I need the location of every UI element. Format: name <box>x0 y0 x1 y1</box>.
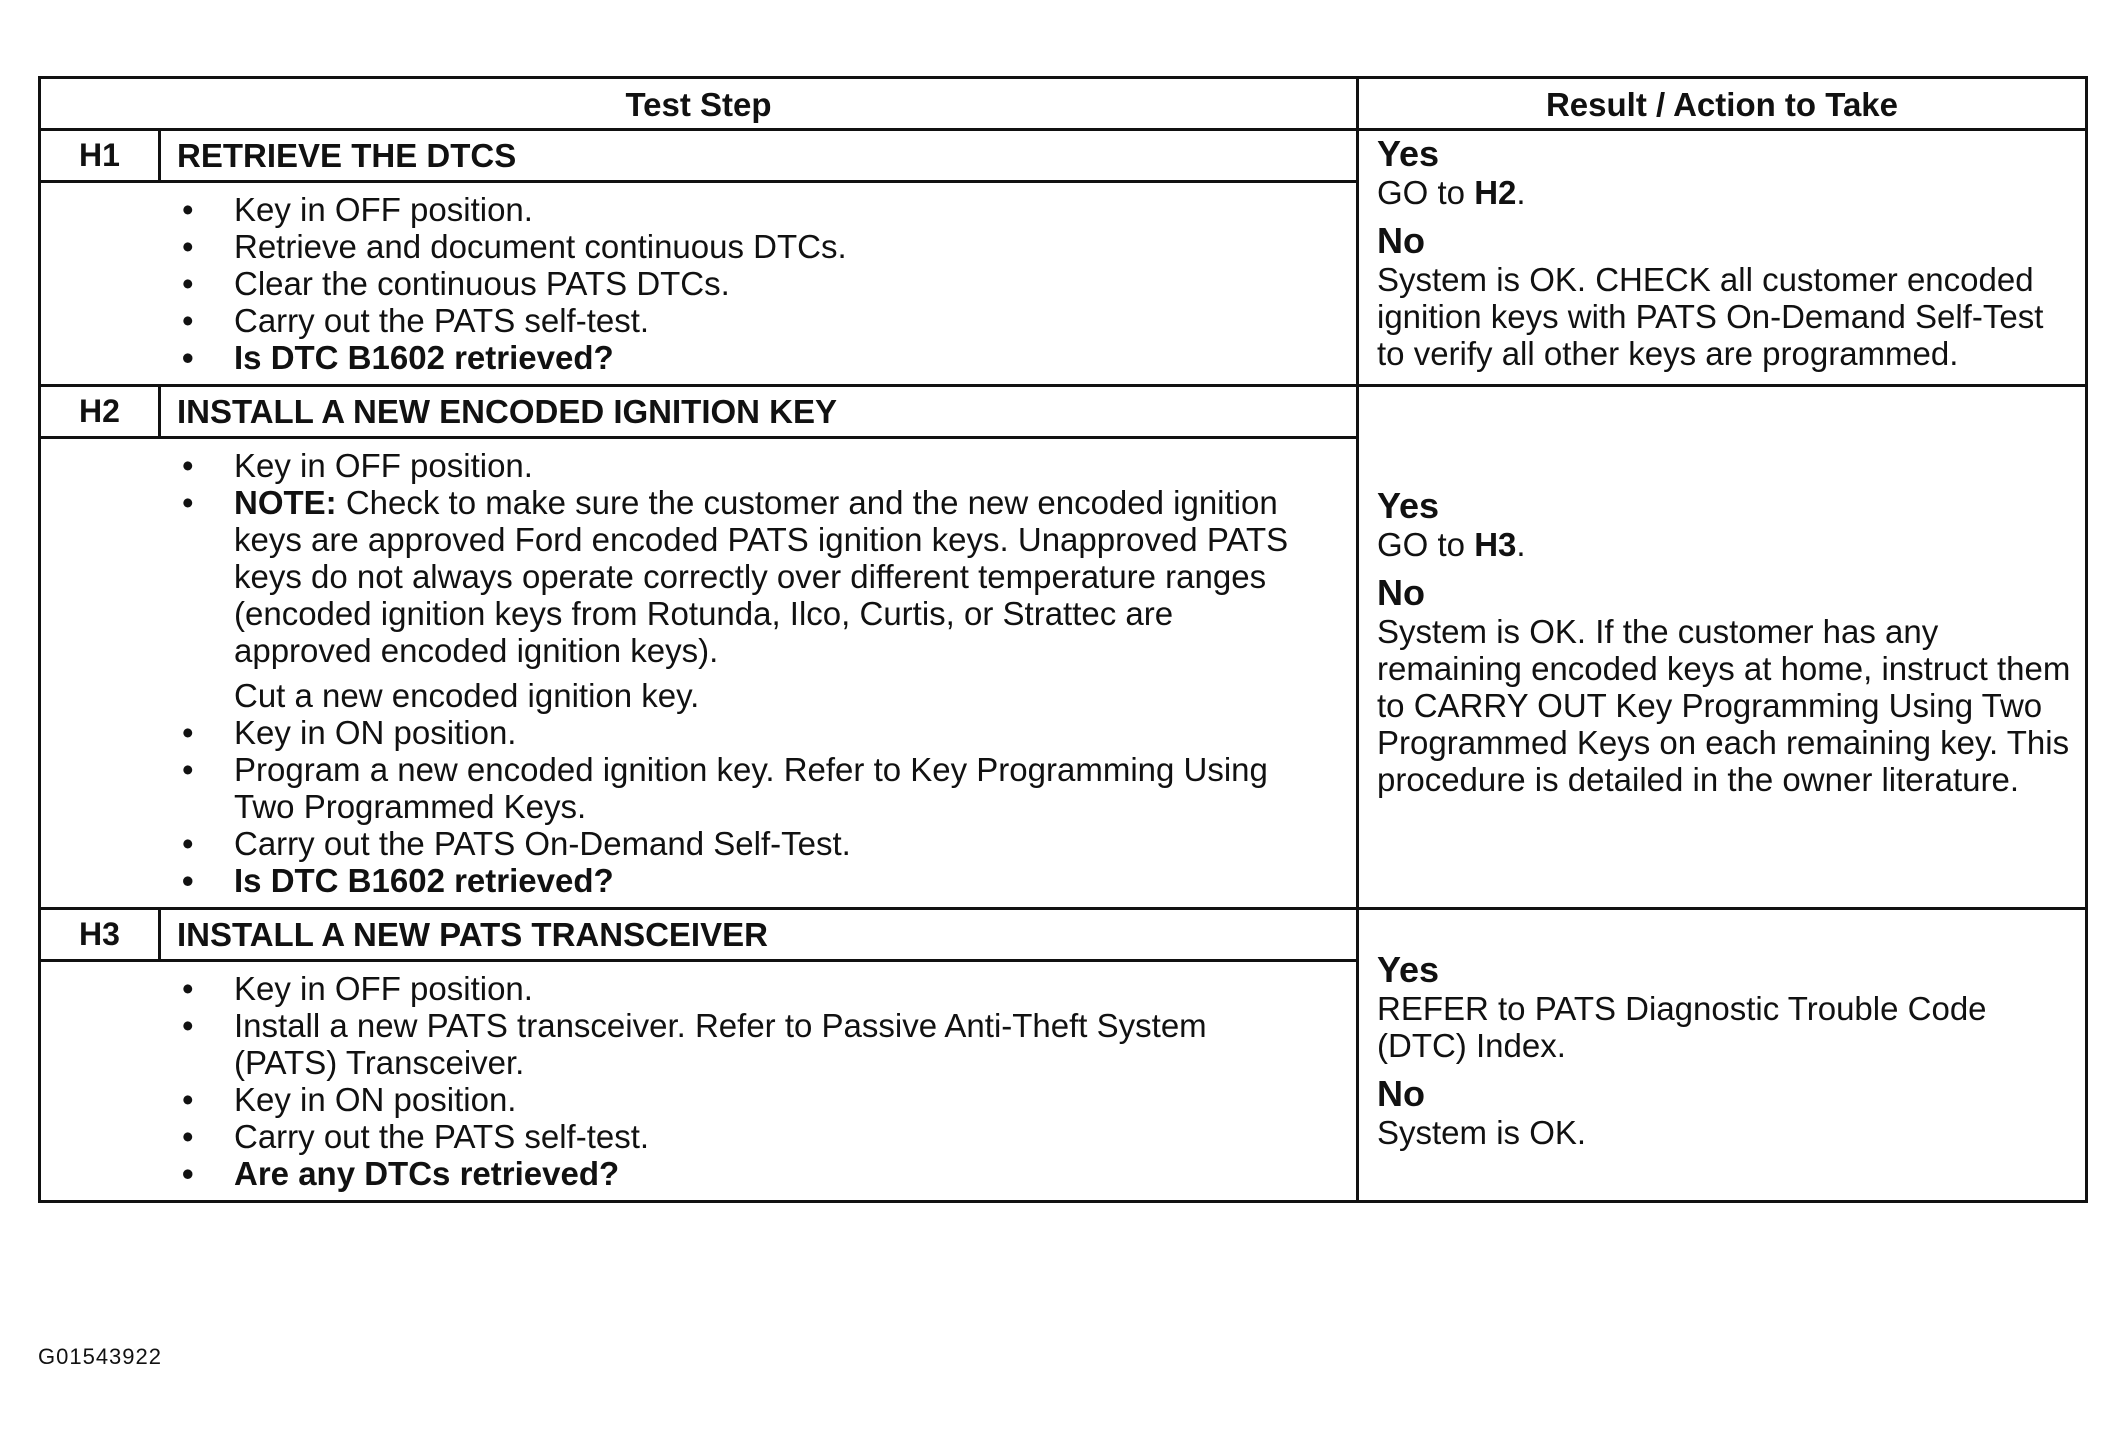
step-h1-body <box>41 183 1356 384</box>
diagnostic-test-table <box>38 76 2088 1203</box>
bullet-item: • Key in OFF position. <box>41 447 1316 484</box>
bullet-item: • Key in OFF position. <box>41 191 1316 228</box>
bullet-item: • Clear the continuous PATS DTCs. <box>41 265 1316 302</box>
cut-key-instruction: Cut a new encoded ignition key. <box>234 677 700 714</box>
step-h2-question: • Is DTC B1602 retrieved? <box>41 862 1316 899</box>
yes-action-suffix: . <box>1516 173 1526 211</box>
yes-action <box>1377 174 2071 211</box>
bullet-item: • Carry out the PATS self-test. <box>41 302 1316 339</box>
no-action: System is OK. <box>1377 1113 1587 1151</box>
goto-h3-ref: H3 <box>1474 526 1517 563</box>
step-h2-id: H2 <box>41 387 161 436</box>
step-h2-result <box>1359 387 2085 910</box>
step-h1-title-row <box>41 131 1356 183</box>
no-action: System is OK. CHECK all customer encoded ignition keys with PATS On-Demand Self-Test to verify all other keys are programmed. <box>1377 260 2044 372</box>
no-label: No <box>1377 1072 1425 1114</box>
step-h1-test <box>41 131 1359 387</box>
step-h3-body <box>41 962 1356 1200</box>
figure-id: G01543922 <box>38 1344 162 1369</box>
no-label: No <box>1377 572 1425 613</box>
step-h3-result <box>1359 910 2085 1200</box>
step-h1-title: RETRIEVE THE DTCS <box>177 137 517 174</box>
bullet-item: • Key in ON position. <box>41 1081 1316 1118</box>
note-item <box>41 484 1316 669</box>
step-h2-title: INSTALL A NEW ENCODED IGNITION KEY <box>177 393 838 430</box>
step-h3-id: H3 <box>41 910 161 959</box>
bullet-item: • Program a new encoded ignition key. Refer to Key Programming Using Two Programmed Keys. <box>41 751 1316 825</box>
step-h3-test <box>41 910 1359 1200</box>
yes-action-suffix: . <box>1516 526 1526 563</box>
header-result-action: Result / Action to Take <box>1359 79 2085 131</box>
note-text: Check to make sure the customer and the new encoded ignition keys are approved Ford encoded PATS ignition keys. Unapproved PATS keys do not always operate correctly over different temperature ranges (encoded ignition keys from Rotunda, Ilco, Curtis, or Strattec are approved encoded ignition keys). <box>234 484 1289 669</box>
yes-action-prefix: GO to <box>1377 173 1475 211</box>
yes-label: Yes <box>1377 132 1440 174</box>
bullet-item: • Key in OFF position. <box>41 970 1316 1007</box>
step-h3-title-row <box>41 910 1356 962</box>
step-h3-bullet-list <box>41 970 1316 1192</box>
step-h2-title-row <box>41 387 1356 439</box>
step-h1-result <box>1359 131 2085 387</box>
step-h2-body <box>41 439 1356 907</box>
bullet-item: • Key in ON position. <box>41 714 1316 751</box>
bullet-item: • Carry out the PATS On-Demand Self-Test. <box>41 825 1316 862</box>
yes-action <box>1377 526 2071 563</box>
no-action: System is OK. If the customer has any remaining encoded keys at home, instruct them to CARRY OUT Key Programming Using Two Programmed Keys on each remaining key. This procedure is detailed in the owner literature. <box>1377 613 2071 798</box>
goto-h2-ref: H2 <box>1474 173 1517 211</box>
step-h2-test <box>41 387 1359 910</box>
note-label: NOTE: <box>234 484 337 521</box>
header-test-step: Test Step <box>41 79 1359 131</box>
yes-action: REFER to PATS Diagnostic Trouble Code (DTC) Index. <box>1377 989 1987 1064</box>
step-h3-title: INSTALL A NEW PATS TRANSCEIVER <box>177 916 768 953</box>
step-h2-bullet-list <box>41 447 1316 899</box>
bullet-item: • Retrieve and document continuous DTCs. <box>41 228 1316 265</box>
bullet-item: • Install a new PATS transceiver. Refer to Passive Anti-Theft System (PATS) Transceiver. <box>41 1007 1316 1081</box>
bullet-item: • Carry out the PATS self-test. <box>41 1118 1316 1155</box>
step-h3-question: • Are any DTCs retrieved? <box>41 1155 1316 1192</box>
yes-label: Yes <box>1377 948 1440 990</box>
step-h1-bullet-list <box>41 191 1316 376</box>
no-label: No <box>1377 219 1425 261</box>
step-h1-id: H1 <box>41 131 161 180</box>
step-h1-question: • Is DTC B1602 retrieved? <box>41 339 1316 376</box>
yes-action-prefix: GO to <box>1377 526 1475 563</box>
yes-label: Yes <box>1377 485 1440 526</box>
